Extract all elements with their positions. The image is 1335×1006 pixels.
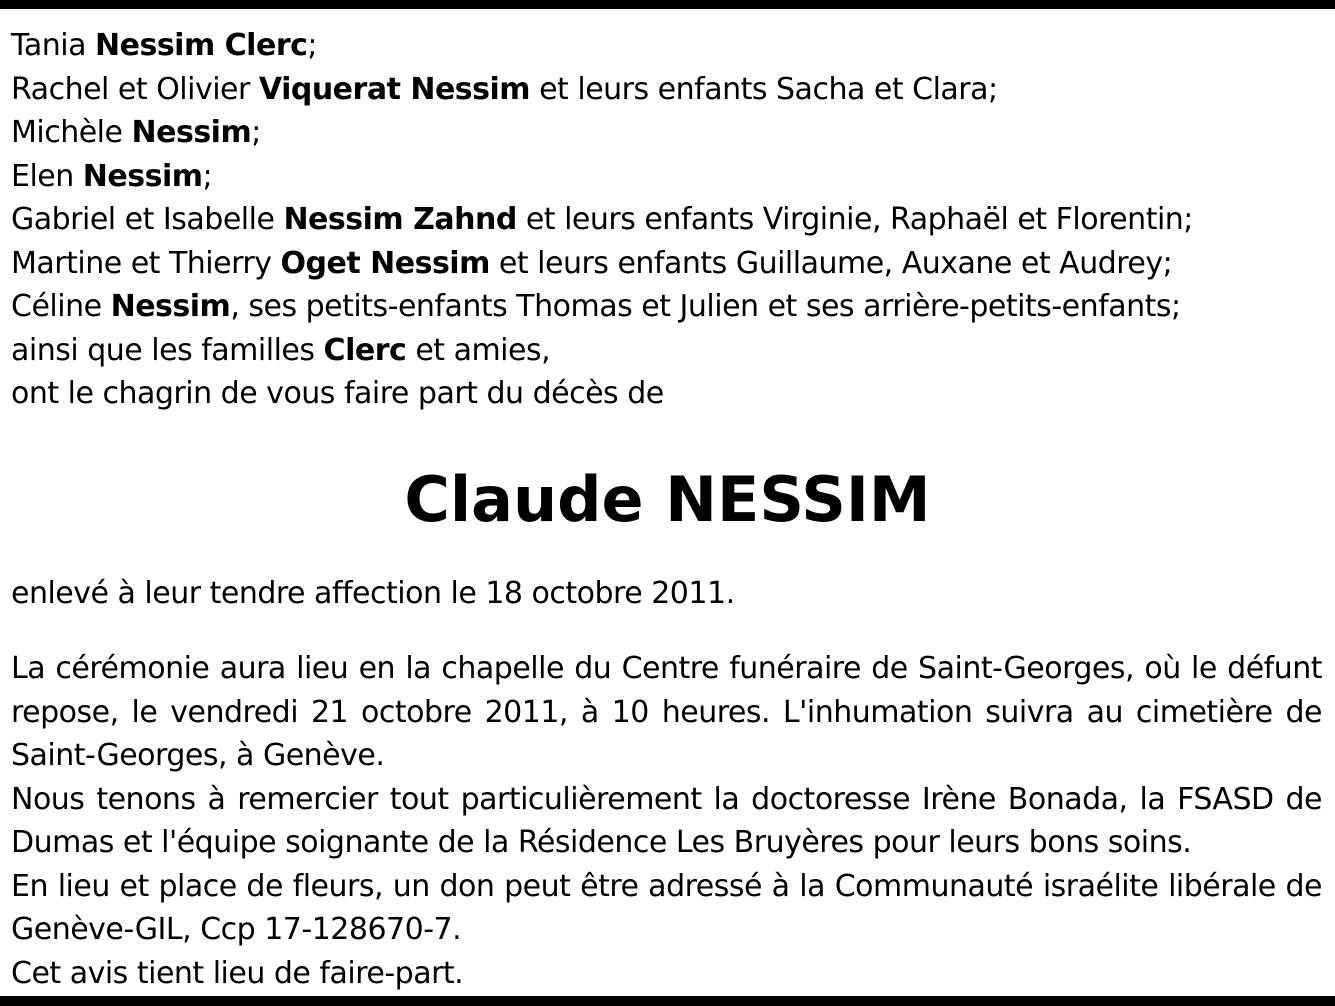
family-text: ont le chagrin de vous faire part du décès de bbox=[11, 376, 664, 411]
family-list bbox=[11, 24, 1331, 416]
ceremony-paragraph: La cérémonie aura lieu en la chapelle du Centre funéraire de Saint-Georges, où le défunt repose, le vendredi 21 octobre 2011, à 10 heures. L'inhumation suivra au cimetière de Saint-Georges, à Genève. bbox=[11, 651, 1322, 773]
family-text: et leurs enfants Guillaume, Auxane et Audrey; bbox=[489, 245, 1173, 281]
family-line-6 bbox=[11, 285, 1331, 329]
family-line-3 bbox=[11, 155, 1331, 199]
family-line-8 bbox=[11, 372, 1331, 416]
closing-line: Cet avis tient lieu de faire-part. bbox=[11, 955, 464, 991]
top-border-rule bbox=[0, 0, 1335, 9]
family-text: et leurs enfants Sacha et Clara; bbox=[530, 71, 998, 107]
family-line-2 bbox=[11, 111, 1331, 155]
family-line-4 bbox=[11, 198, 1331, 242]
family-text: ; bbox=[251, 115, 261, 150]
notice-body bbox=[11, 647, 1322, 995]
family-surname: Nessim bbox=[82, 158, 203, 194]
family-surname: Nessim bbox=[131, 115, 252, 150]
family-surname: Nessim Clerc bbox=[95, 28, 308, 63]
family-text: , ses petits-enfants Thomas et Julien et ses arrière-petits-enfants; bbox=[230, 289, 1181, 324]
family-surname: Nessim Zahnd bbox=[283, 202, 517, 237]
family-text: Michèle bbox=[11, 115, 132, 150]
family-surname: Viquerat Nessim bbox=[258, 71, 531, 107]
family-text: Elen bbox=[11, 158, 83, 194]
death-date-line: enlevé à leur tendre affection le 18 octobre 2011. bbox=[11, 576, 735, 611]
family-line-1 bbox=[11, 68, 1331, 112]
family-line-5 bbox=[11, 242, 1331, 286]
family-surname: Nessim bbox=[110, 289, 231, 324]
donation-paragraph: En lieu et place de fleurs, un don peut être adressé à la Communauté israélite libérale de Genève-GIL, Ccp 17-128670-7. bbox=[11, 868, 1322, 947]
family-line-7 bbox=[11, 329, 1331, 373]
family-text: ; bbox=[202, 158, 213, 194]
family-text: et amies, bbox=[406, 332, 551, 368]
family-text: Céline bbox=[11, 289, 111, 324]
bottom-border-rule bbox=[0, 996, 1335, 1006]
family-text: Tania bbox=[11, 28, 96, 63]
family-text: ainsi que les familles bbox=[11, 332, 324, 368]
family-line-0 bbox=[11, 24, 1331, 68]
family-surname: Clerc bbox=[323, 332, 407, 368]
thanks-paragraph: Nous tenons à remercier tout particulièrement la doctoresse Irène Bonada, la FSASD de Dumas et l'équipe soignante de la Résidence Les Bruyères pour leurs bons soins. bbox=[11, 781, 1322, 860]
deceased-name: Claude NESSIM bbox=[404, 463, 931, 536]
family-text: Rachel et Olivier bbox=[11, 71, 259, 107]
family-text: Gabriel et Isabelle bbox=[11, 202, 284, 237]
family-text: Martine et Thierry bbox=[11, 245, 281, 281]
family-text: ; bbox=[307, 28, 318, 63]
family-text: et leurs enfants Virginie, Raphaël et Florentin; bbox=[516, 202, 1193, 237]
family-surname: Oget Nessim bbox=[280, 245, 490, 281]
